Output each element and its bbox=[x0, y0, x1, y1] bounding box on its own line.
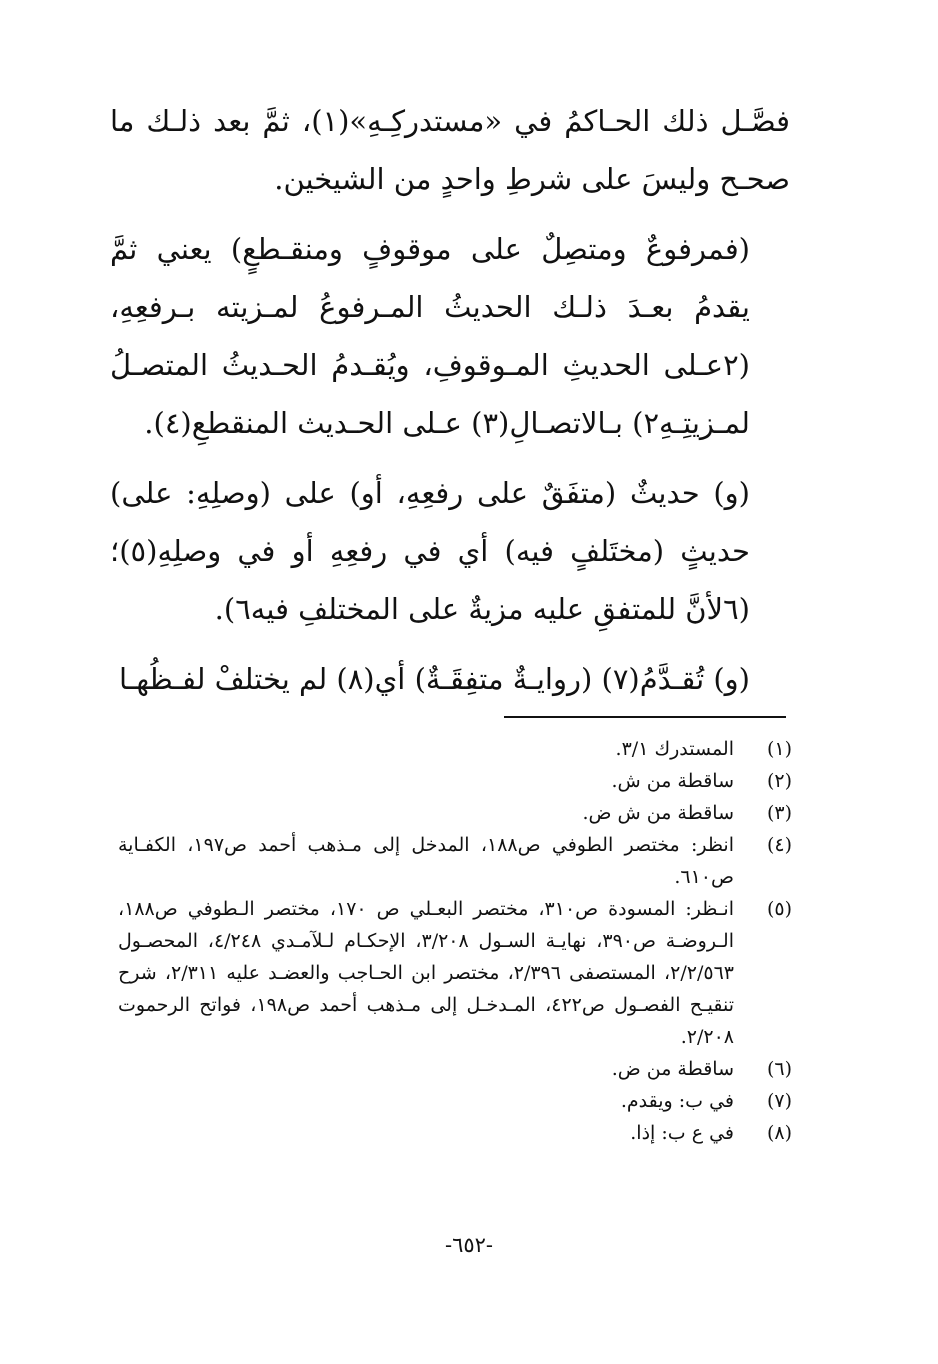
footnotes bbox=[118, 733, 792, 1149]
footnote-number: (٤) bbox=[766, 834, 792, 856]
footnote-text: ساقطة من ش. bbox=[611, 770, 734, 792]
footnote-number: (٢) bbox=[766, 770, 792, 792]
footnote-text: ساقطة من ش ض. bbox=[582, 802, 734, 824]
footnote-8 bbox=[118, 1117, 792, 1149]
footnote-7 bbox=[118, 1085, 792, 1117]
footnote-text: انـظر: المسودة ص٣١٠، مختصر البعـلي ص ١٧٠، مختصر الـطوفي ص١٨٨، الـروضـة ص٣٩٠، نهايـة السـول ٣/٢٠٨، الإحكـام لـلآمـدي ٤/٢٤٨، المحصـول ٢/٢/٥٦٣، المستصفى ٢/٣٩٦، مختصر ابن الحـاجب والعضـد عليه ٢/٣١١، شرح تنقيـح الفصـول ص٤٢٢، المـدخـل إلى مـذهب أحمد ص١٩٨، فواتح الرحموت ٢/٢٠٨. bbox=[118, 898, 735, 1048]
footnote-3 bbox=[118, 797, 792, 829]
footnote-number: (٦) bbox=[766, 1058, 792, 1080]
footnote-text: في ب: ويقدم. bbox=[620, 1090, 734, 1112]
footnote-text: المستدرك ٣/١. bbox=[615, 738, 734, 760]
paragraph-3: (و) حديثٌ (متفَقٌ على رفعِهِ، أو) على (وصلِهِ: على) حديثٍ (مختَلفٍ فيه) أي في رفعِهِ أو في وصلِهِ(٥)؛ (٦لأنَّ للمتفقِ عليه مزيةٌ على المختلفِ فيه٦). bbox=[110, 476, 750, 626]
paragraph-4: (و) تُقـدَّمُ(٧) (روايـةٌ متفِقَـةٌ) أي(٨) لم يختلفْ لفـظُهـا bbox=[118, 662, 750, 696]
footnote-number: (٧) bbox=[766, 1090, 792, 1112]
footnote-2 bbox=[118, 765, 792, 797]
footnote-6 bbox=[118, 1053, 792, 1085]
footnote-number: (٥) bbox=[766, 898, 792, 920]
footnote-5 bbox=[118, 893, 792, 1053]
footnote-text: في ع ب: إذا. bbox=[630, 1122, 734, 1144]
footnote-text: ساقطة من ض. bbox=[611, 1058, 734, 1080]
page-number: -٦٥٢- bbox=[444, 1233, 494, 1257]
footnote-divider bbox=[504, 716, 786, 718]
paragraph-1: فصَّـل ذلك الحـاكمُ في «مستدركِـهِ»(١)، ثمَّ بعد ذلـك ما صحـح وليسَ على شرطِ واحدٍ من الشيخين. bbox=[110, 104, 790, 196]
footnote-number: (١) bbox=[766, 738, 792, 760]
footnote-1 bbox=[118, 733, 792, 765]
paragraph-2: (فمرفوعٌ ومتصِلٌ على موقوفٍ ومنقـطعٍ) يعني ثمَّ يقدمُ بعـدَ ذلـك الحديثُ المـرفوعُ لمـزيته بـرفعِهِ، (٢عـلى الحديثِ المـوقوفِ، ويُقـدمُ الحـديثُ المتصـلُ لمـزيتِـهِ٢) بـالاتصـالِ(٣) عـلى الحـديث المنقطعِ(٤). bbox=[110, 232, 750, 440]
footnote-text: انظر: مختصر الطوفي ص١٨٨، المدخل إلى مـذهب أحمد ص١٩٧، الكفـاية ص٦١٠. bbox=[118, 834, 734, 888]
footnote-number: (٨) bbox=[766, 1122, 792, 1144]
footnote-4 bbox=[118, 829, 792, 893]
main-text bbox=[110, 92, 790, 708]
footnote-number: (٣) bbox=[766, 802, 792, 824]
